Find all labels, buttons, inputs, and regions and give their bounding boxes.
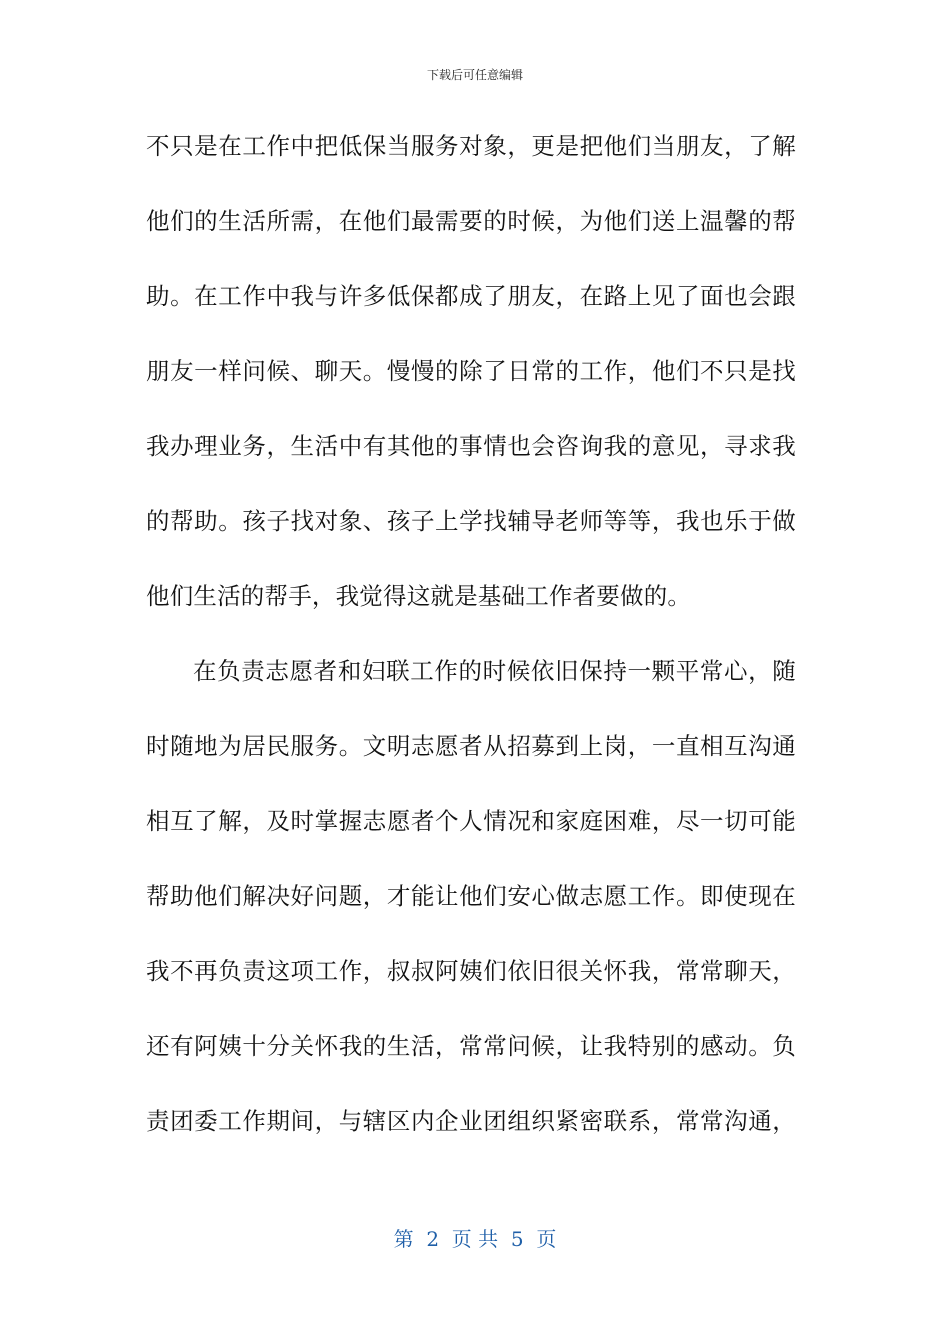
text-line: 朋友一样问候、聊天。慢慢的除了日常的工作，他们不只是找: [146, 357, 796, 385]
text-line: 不只是在工作中把低保当服务对象，更是把他们当朋友，了解: [146, 132, 796, 160]
text-line: 相互了解，及时掌握志愿者个人情况和家庭困难，尽一切可能: [146, 807, 796, 835]
text-line: 的帮助。孩子找对象、孩子上学找辅导老师等等，我也乐于做: [146, 507, 796, 535]
page-number-footer: 第 2 页 共 5 页: [393, 1227, 557, 1251]
page-header-note: 下载后可任意编辑: [426, 68, 523, 82]
text-line: 我办理业务，生活中有其他的事情也会咨询我的意见，寻求我: [146, 432, 796, 460]
text-line: 助。在工作中我与许多低保都成了朋友，在路上见了面也会跟: [146, 282, 796, 310]
text-line: 时随地为居民服务。文明志愿者从招募到上岗，一直相互沟通: [146, 732, 796, 760]
text-line: 帮助他们解决好问题，才能让他们安心做志愿工作。即使现在: [146, 882, 796, 910]
text-line: 他们生活的帮手，我觉得这就是基础工作者要做的。: [146, 582, 692, 610]
paragraph-start-line: 在负责志愿者和妇联工作的时候依旧保持一颗平常心，随: [193, 657, 796, 685]
text-line: 责团委工作期间，与辖区内企业团组织紧密联系，常常沟通，: [146, 1107, 796, 1135]
document-body: [146, 128, 796, 1178]
text-line: 还有阿姨十分关怀我的生活，常常问候，让我特别的感动。负: [146, 1032, 796, 1060]
text-line: 我不再负责这项工作，叔叔阿姨们依旧很关怀我，常常聊天，: [146, 957, 796, 985]
text-line: 他们的生活所需，在他们最需要的时候，为他们送上温馨的帮: [146, 207, 796, 235]
